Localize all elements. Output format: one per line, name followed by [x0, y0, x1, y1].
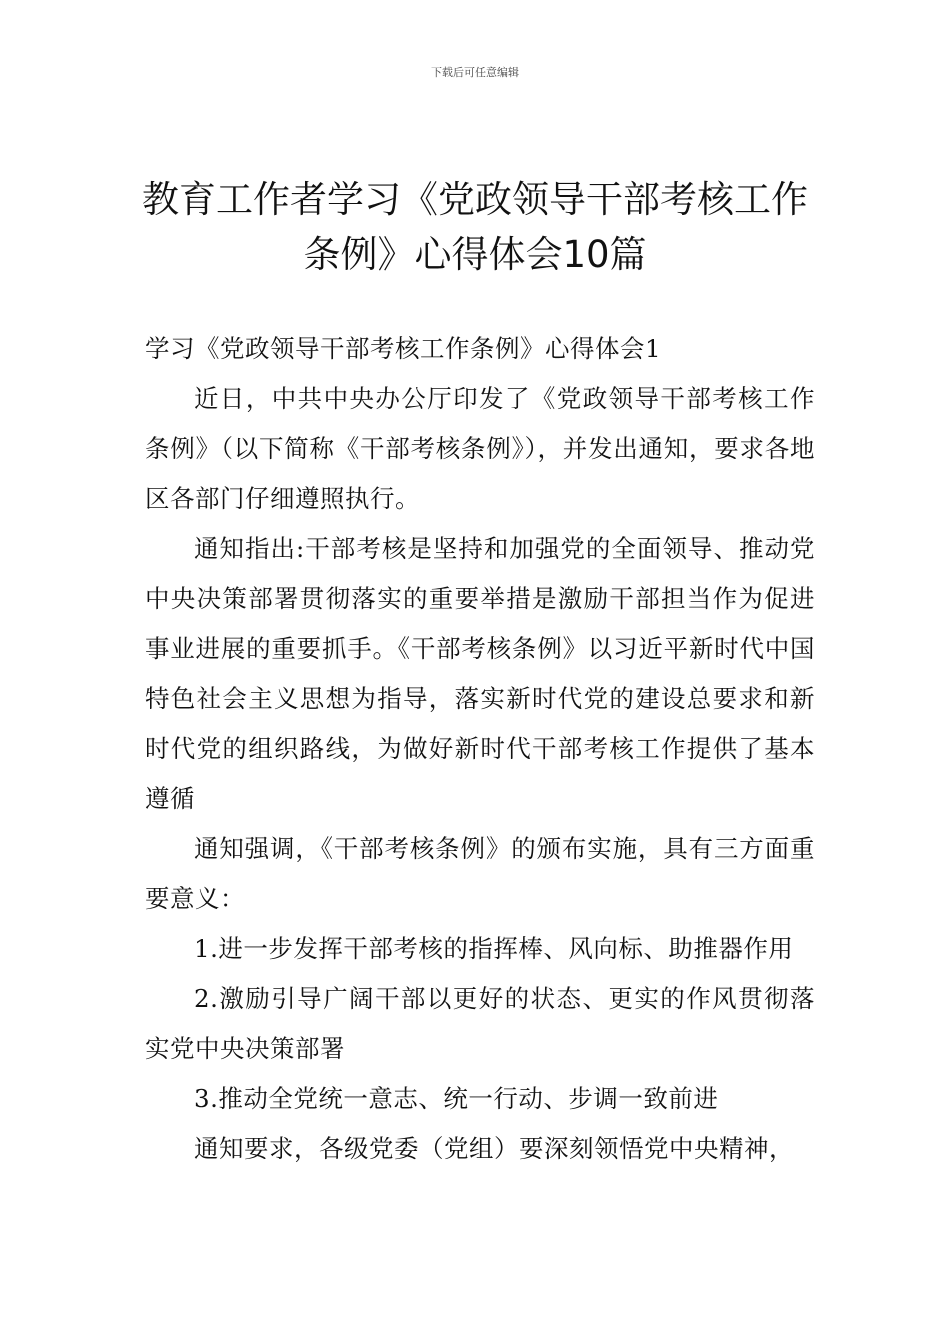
- paragraph: 2.激励引导广阔干部以更好的状态、更实的作风贯彻落实党中央决策部署: [145, 984, 815, 1063]
- section-heading: 学习《党政领导干部考核工作条例》心得体会1: [145, 334, 662, 363]
- title-line-2: 条例》心得体会10篇: [303, 233, 647, 276]
- document-title: [100, 172, 850, 282]
- paragraph: 近日，中共中央办公厅印发了《党政领导干部考核工作条例》（以下简称《干部考核条例》），并发出通知，要求各地区各部门仔细遵照执行。: [145, 384, 815, 513]
- paragraph: 3.推动全党统一意志、统一行动、步调一致前进: [194, 1084, 719, 1113]
- paragraph: 1.进一步发挥干部考核的指挥棒、风向标、助推器作用: [194, 934, 794, 963]
- header-note: 下载后可任意编辑: [431, 66, 519, 79]
- paragraph: 通知要求，各级党委（党组）要深刻领悟党中央精神，: [194, 1134, 794, 1163]
- paragraph: 通知强调，《干部考核条例》的颁布实施，具有三方面重要意义：: [145, 834, 815, 913]
- paragraph: 通知指出:干部考核是坚持和加强党的全面领导、推动党中央决策部署贯彻落实的重要举措是激励干部担当作为促进事业进展的重要抓手。《干部考核条例》以习近平新时代中国特色社会主义思想为指导，落实新时代党的建设总要求和新时代党的组织路线，为做好新时代干部考核工作提供了基本遵循: [145, 534, 815, 813]
- title-line-1: 教育工作者学习《党政领导干部考核工作: [142, 178, 808, 221]
- document-body: [145, 324, 815, 1174]
